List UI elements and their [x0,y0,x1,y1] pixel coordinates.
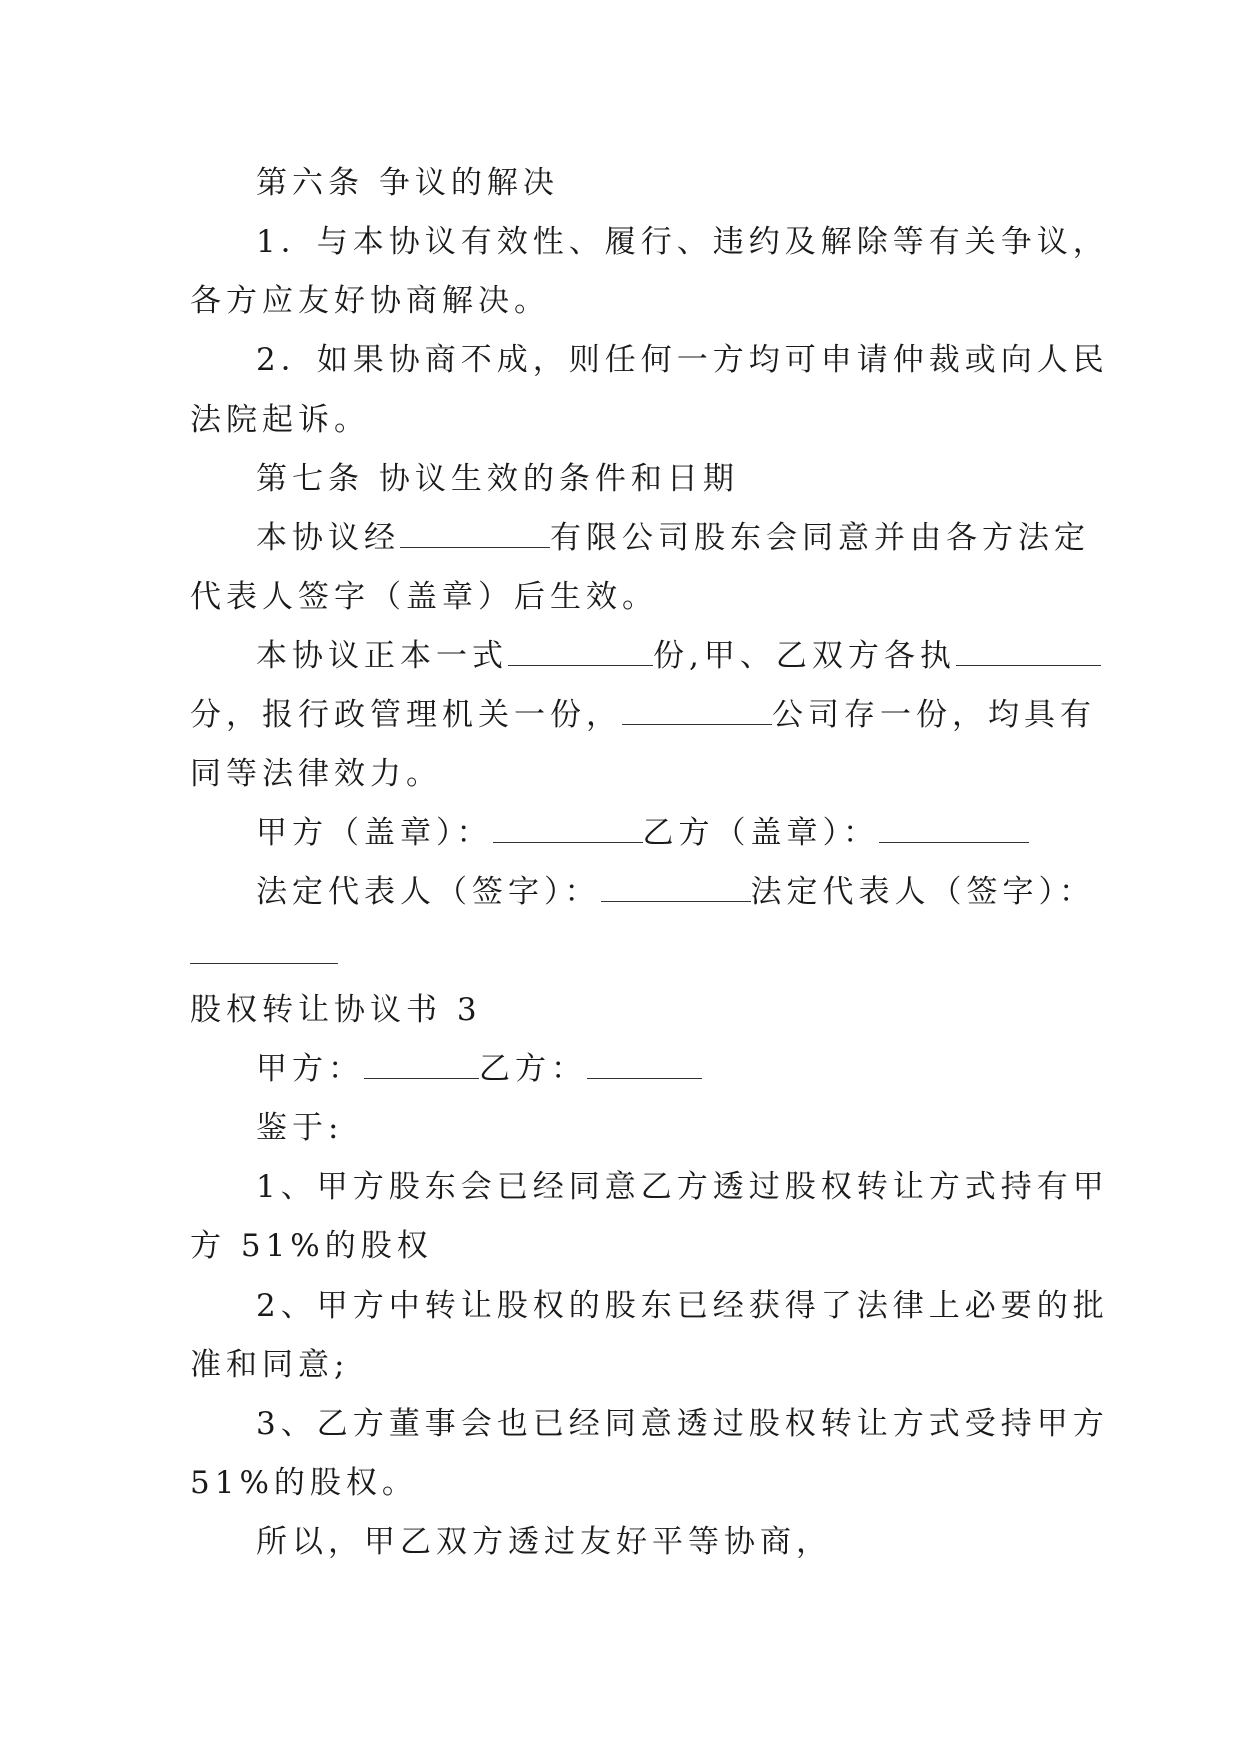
party-b-seal-label: 乙方（盖章）： [642,815,879,851]
recital-1-line-1: 1、甲方股东会已经同意乙方透过股权转让方式持有甲 [256,1169,1109,1205]
parties-line [256,1049,702,1089]
party-b-seal-blank [879,816,1029,843]
article-7-p2-line-2 [190,695,1096,735]
agreement-3-title: 股权转让协议书 3 [190,992,482,1028]
article-6-clause-2-line-2: 法院起诉。 [190,402,370,438]
recital-3-line-1: 3、乙方董事会也已经同意透过股权转让方式受持甲方 [256,1406,1109,1442]
article-7-p2-text-c: 分，报行政管理机关一份， [190,697,622,733]
each-party-copies-blank [956,639,1101,666]
legal-rep-line [256,872,1095,912]
party-b-label: 乙方： [479,1051,587,1087]
article-7-p2-line-3: 同等法律效力。 [190,756,442,792]
article-6-clause-1-line-2: 各方应友好协商解决。 [190,283,550,319]
article-6-clause-1-line-1: 1．与本协议有效性、履行、违约及解除等有关争议， [256,224,1109,260]
legal-rep-b-blank [190,963,338,964]
conclusion-line: 所以，甲乙双方透过友好平等协商， [256,1524,832,1560]
article-7-p2-text-d: 公司存一份，均具有 [772,697,1096,733]
recital-2-line-2: 准和同意; [190,1347,350,1383]
legal-rep-a-blank [601,875,751,902]
party-a-blank [364,1052,479,1079]
company-copy-blank [622,698,772,725]
article-6-clause-2-line-1: 2．如果协商不成，则任何一方均可申请仲裁或向人民 [256,342,1109,378]
party-b-blank [587,1052,702,1079]
article-6-title: 第六条 争议的解决 [256,165,559,201]
article-7-p1-text-b: 有限公司股东会同意并由各方法定 [550,520,1090,556]
copies-count-blank [508,639,653,666]
article-7-p1-line-2: 代表人签字（盖章）后生效。 [190,579,658,615]
company-name-blank [400,521,550,548]
article-7-p2-text-a: 本协议正本一式 [256,638,508,674]
recital-2-line-1: 2、甲方中转让股权的股东已经获得了法律上必要的批 [256,1288,1109,1324]
article-7-title: 第七条 协议生效的条件和日期 [256,461,739,497]
whereas-label: 鉴于: [256,1110,344,1146]
party-a-label: 甲方： [256,1051,364,1087]
seal-line [256,813,1029,853]
party-a-seal-blank [493,816,643,843]
article-7-p2-text-b: 份,甲、乙双方各执 [653,638,956,674]
article-7-p2-line-1 [256,636,1101,676]
article-7-p1-text-a: 本协议经 [256,520,400,556]
party-a-seal-label: 甲方（盖章）： [256,815,493,851]
legal-rep-b-label: 法定代表人（签字）： [750,874,1095,910]
recital-1-line-2: 方 51%的股权 [190,1228,433,1264]
legal-rep-a-label: 法定代表人（签字）： [256,874,601,910]
recital-3-line-2: 51%的股权。 [190,1465,418,1501]
article-7-p1-line-1 [256,518,1090,558]
